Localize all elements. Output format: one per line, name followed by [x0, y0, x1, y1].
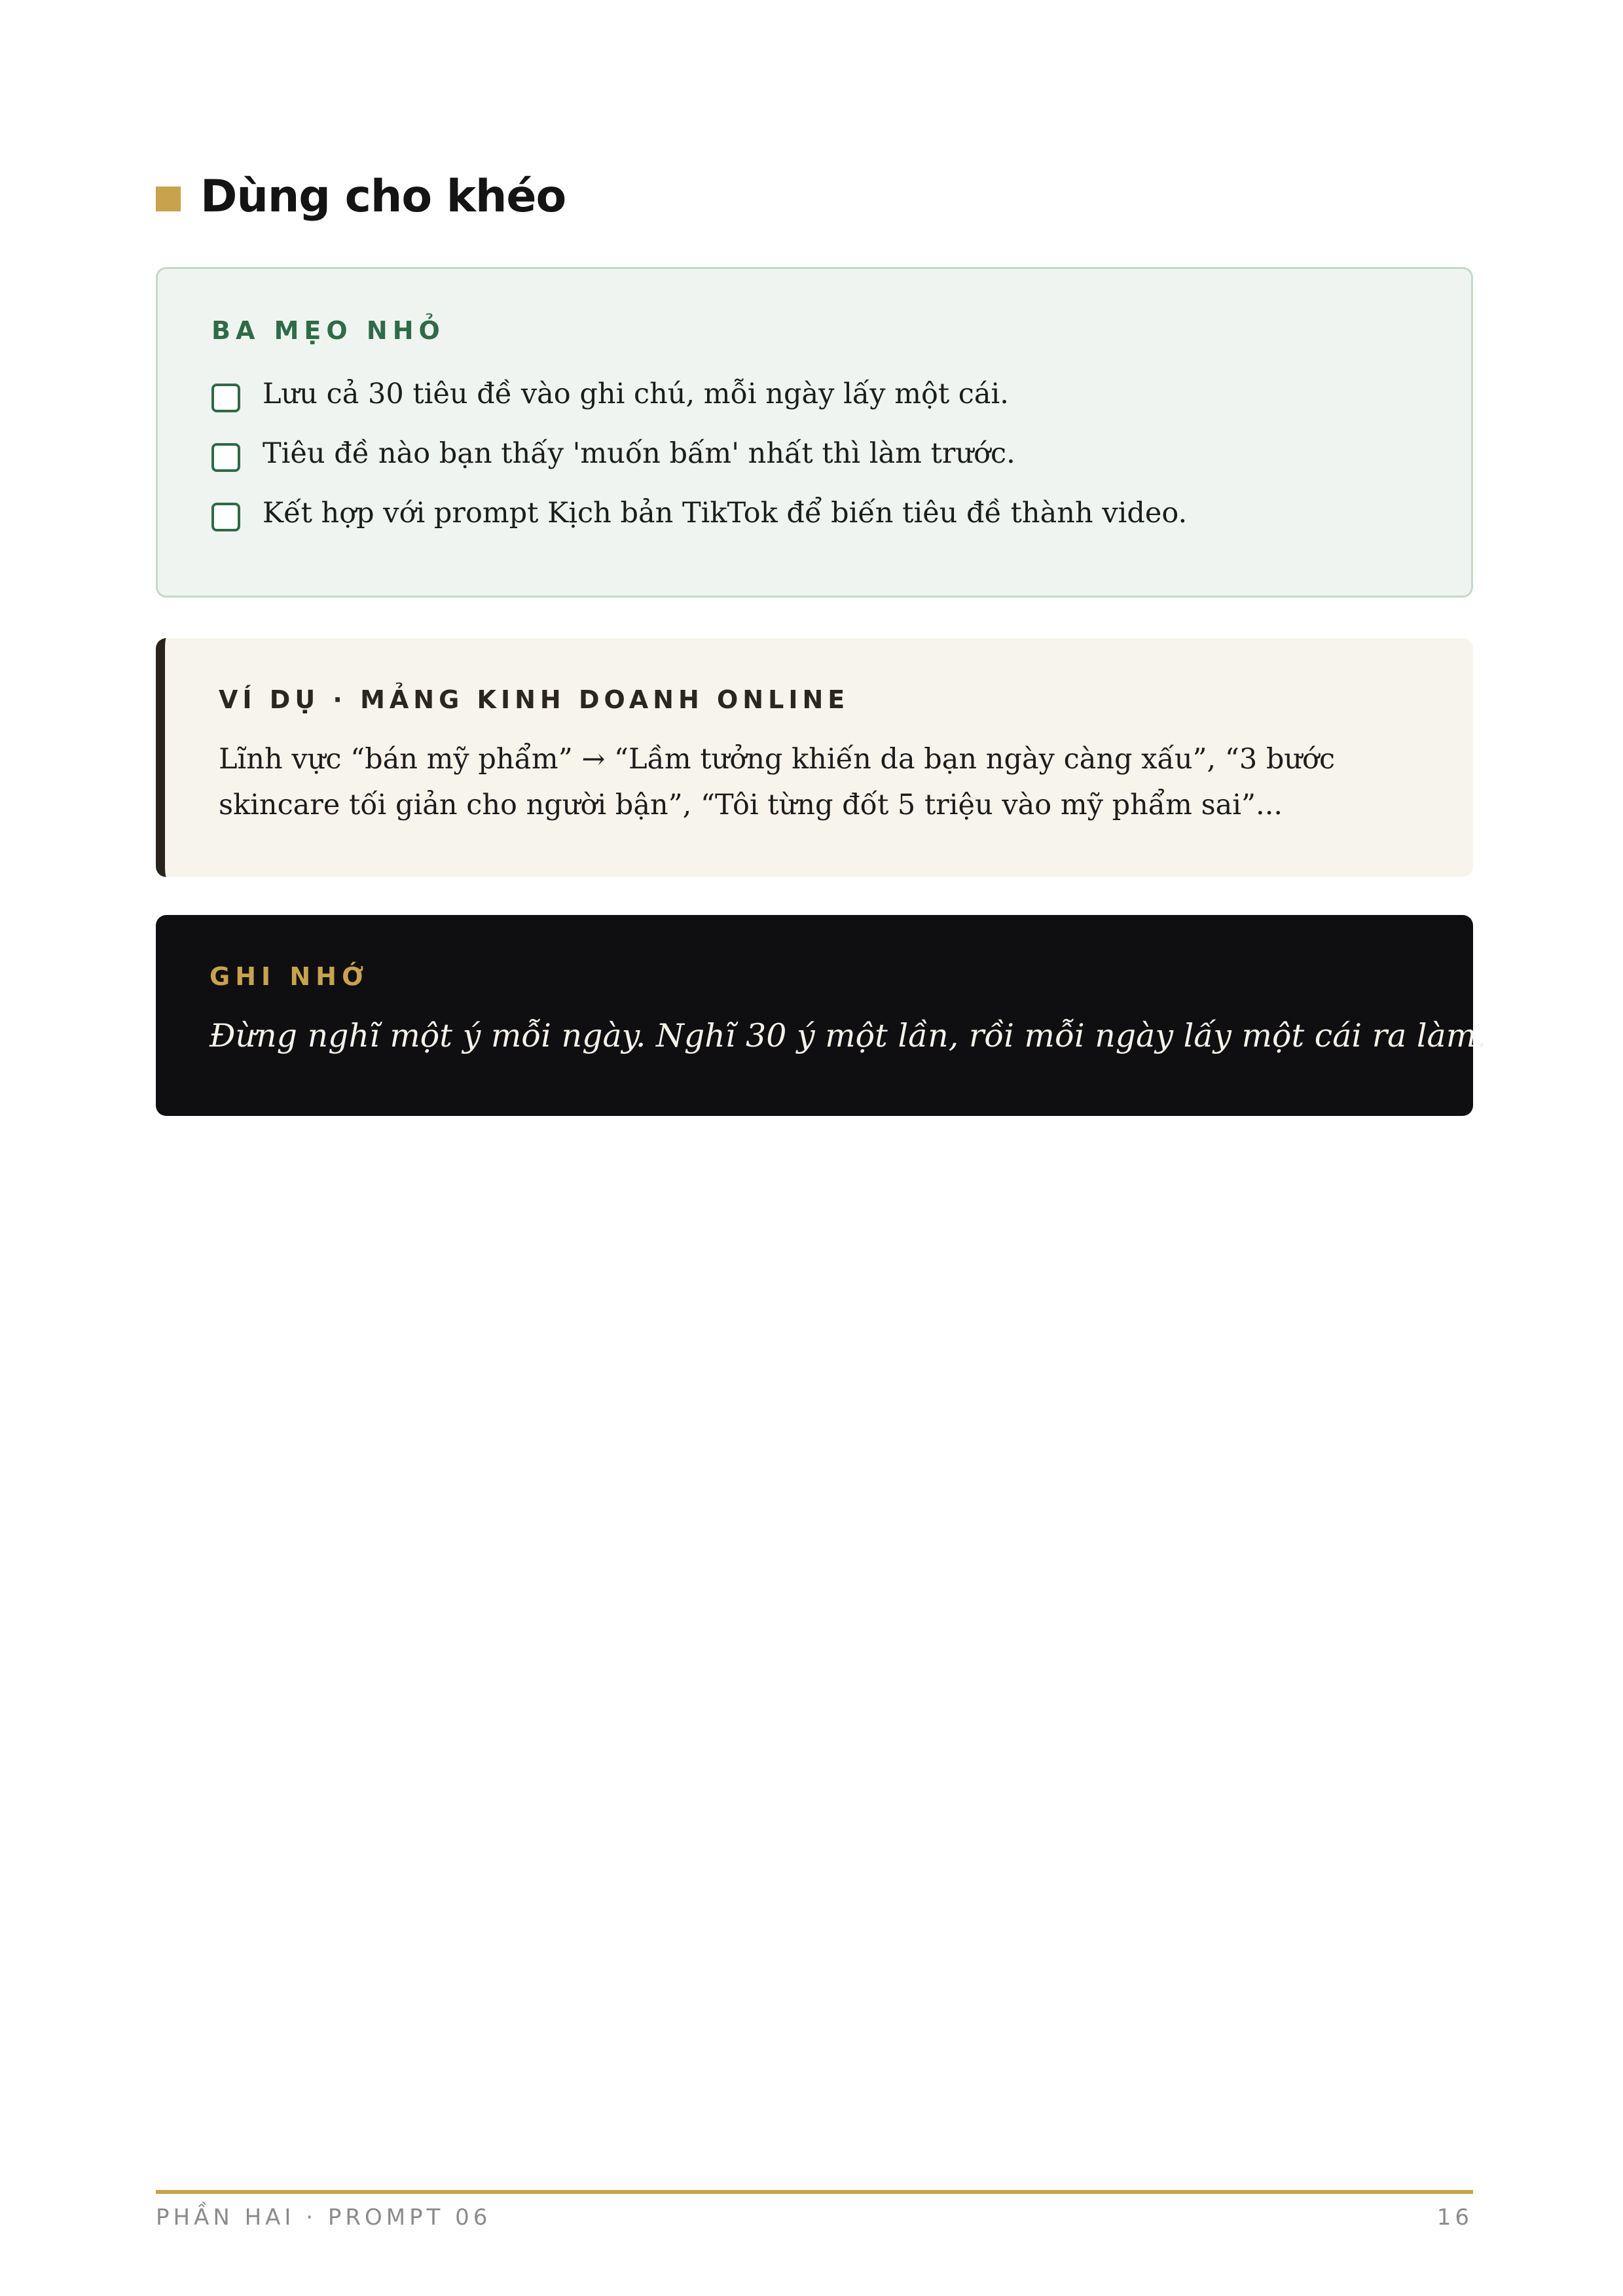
tips-title: BA MẸO NHỎ	[211, 316, 445, 345]
note-text: Đừng nghĩ một ý mỗi ngày. Nghĩ 30 ý một lần, rồi mỗi ngày lấy một cái ra làm.	[210, 1017, 1487, 1054]
example-text: Lĩnh vực “bán mỹ phẩm” → “Lầm tưởng khiến da bạn ngày càng xấu”, “3 bước skincare tối giản cho người bận”, “Tôi từng đốt 5 triệu vào mỹ phẩm sai”...	[219, 743, 1336, 821]
section-title: Dùng cho khéo	[200, 170, 566, 223]
checkbox-icon[interactable]	[211, 443, 240, 472]
page-number: 16	[1436, 2204, 1473, 2231]
note-title: GHI NHỚ	[210, 962, 369, 991]
heading-square-icon	[156, 187, 181, 211]
note-box	[156, 915, 1487, 1116]
tip-item	[211, 483, 1187, 543]
footer-divider	[156, 2190, 1473, 2194]
tip-item	[211, 423, 1187, 483]
tip-text: Tiêu đề nào bạn thấy 'muốn bấm' nhất thì làm trước.	[263, 437, 1015, 470]
checkbox-icon[interactable]	[211, 384, 240, 412]
tip-text: Kết hợp với prompt Kịch bản TikTok để biến tiêu đề thành video.	[263, 496, 1188, 529]
tips-list	[211, 364, 1187, 543]
example-title: VÍ DỤ · MẢNG KINH DOANH ONLINE	[219, 685, 850, 714]
tip-text: Lưu cả 30 tiêu đề vào ghi chú, mỗi ngày lấy một cái.	[263, 377, 1009, 410]
footer-section-label: PHẦN HAI · PROMPT 06	[156, 2204, 492, 2231]
section-heading	[156, 164, 566, 229]
checkbox-icon[interactable]	[211, 503, 240, 531]
tip-item	[211, 364, 1187, 423]
tips-box	[156, 267, 1473, 598]
example-box	[156, 638, 1473, 877]
